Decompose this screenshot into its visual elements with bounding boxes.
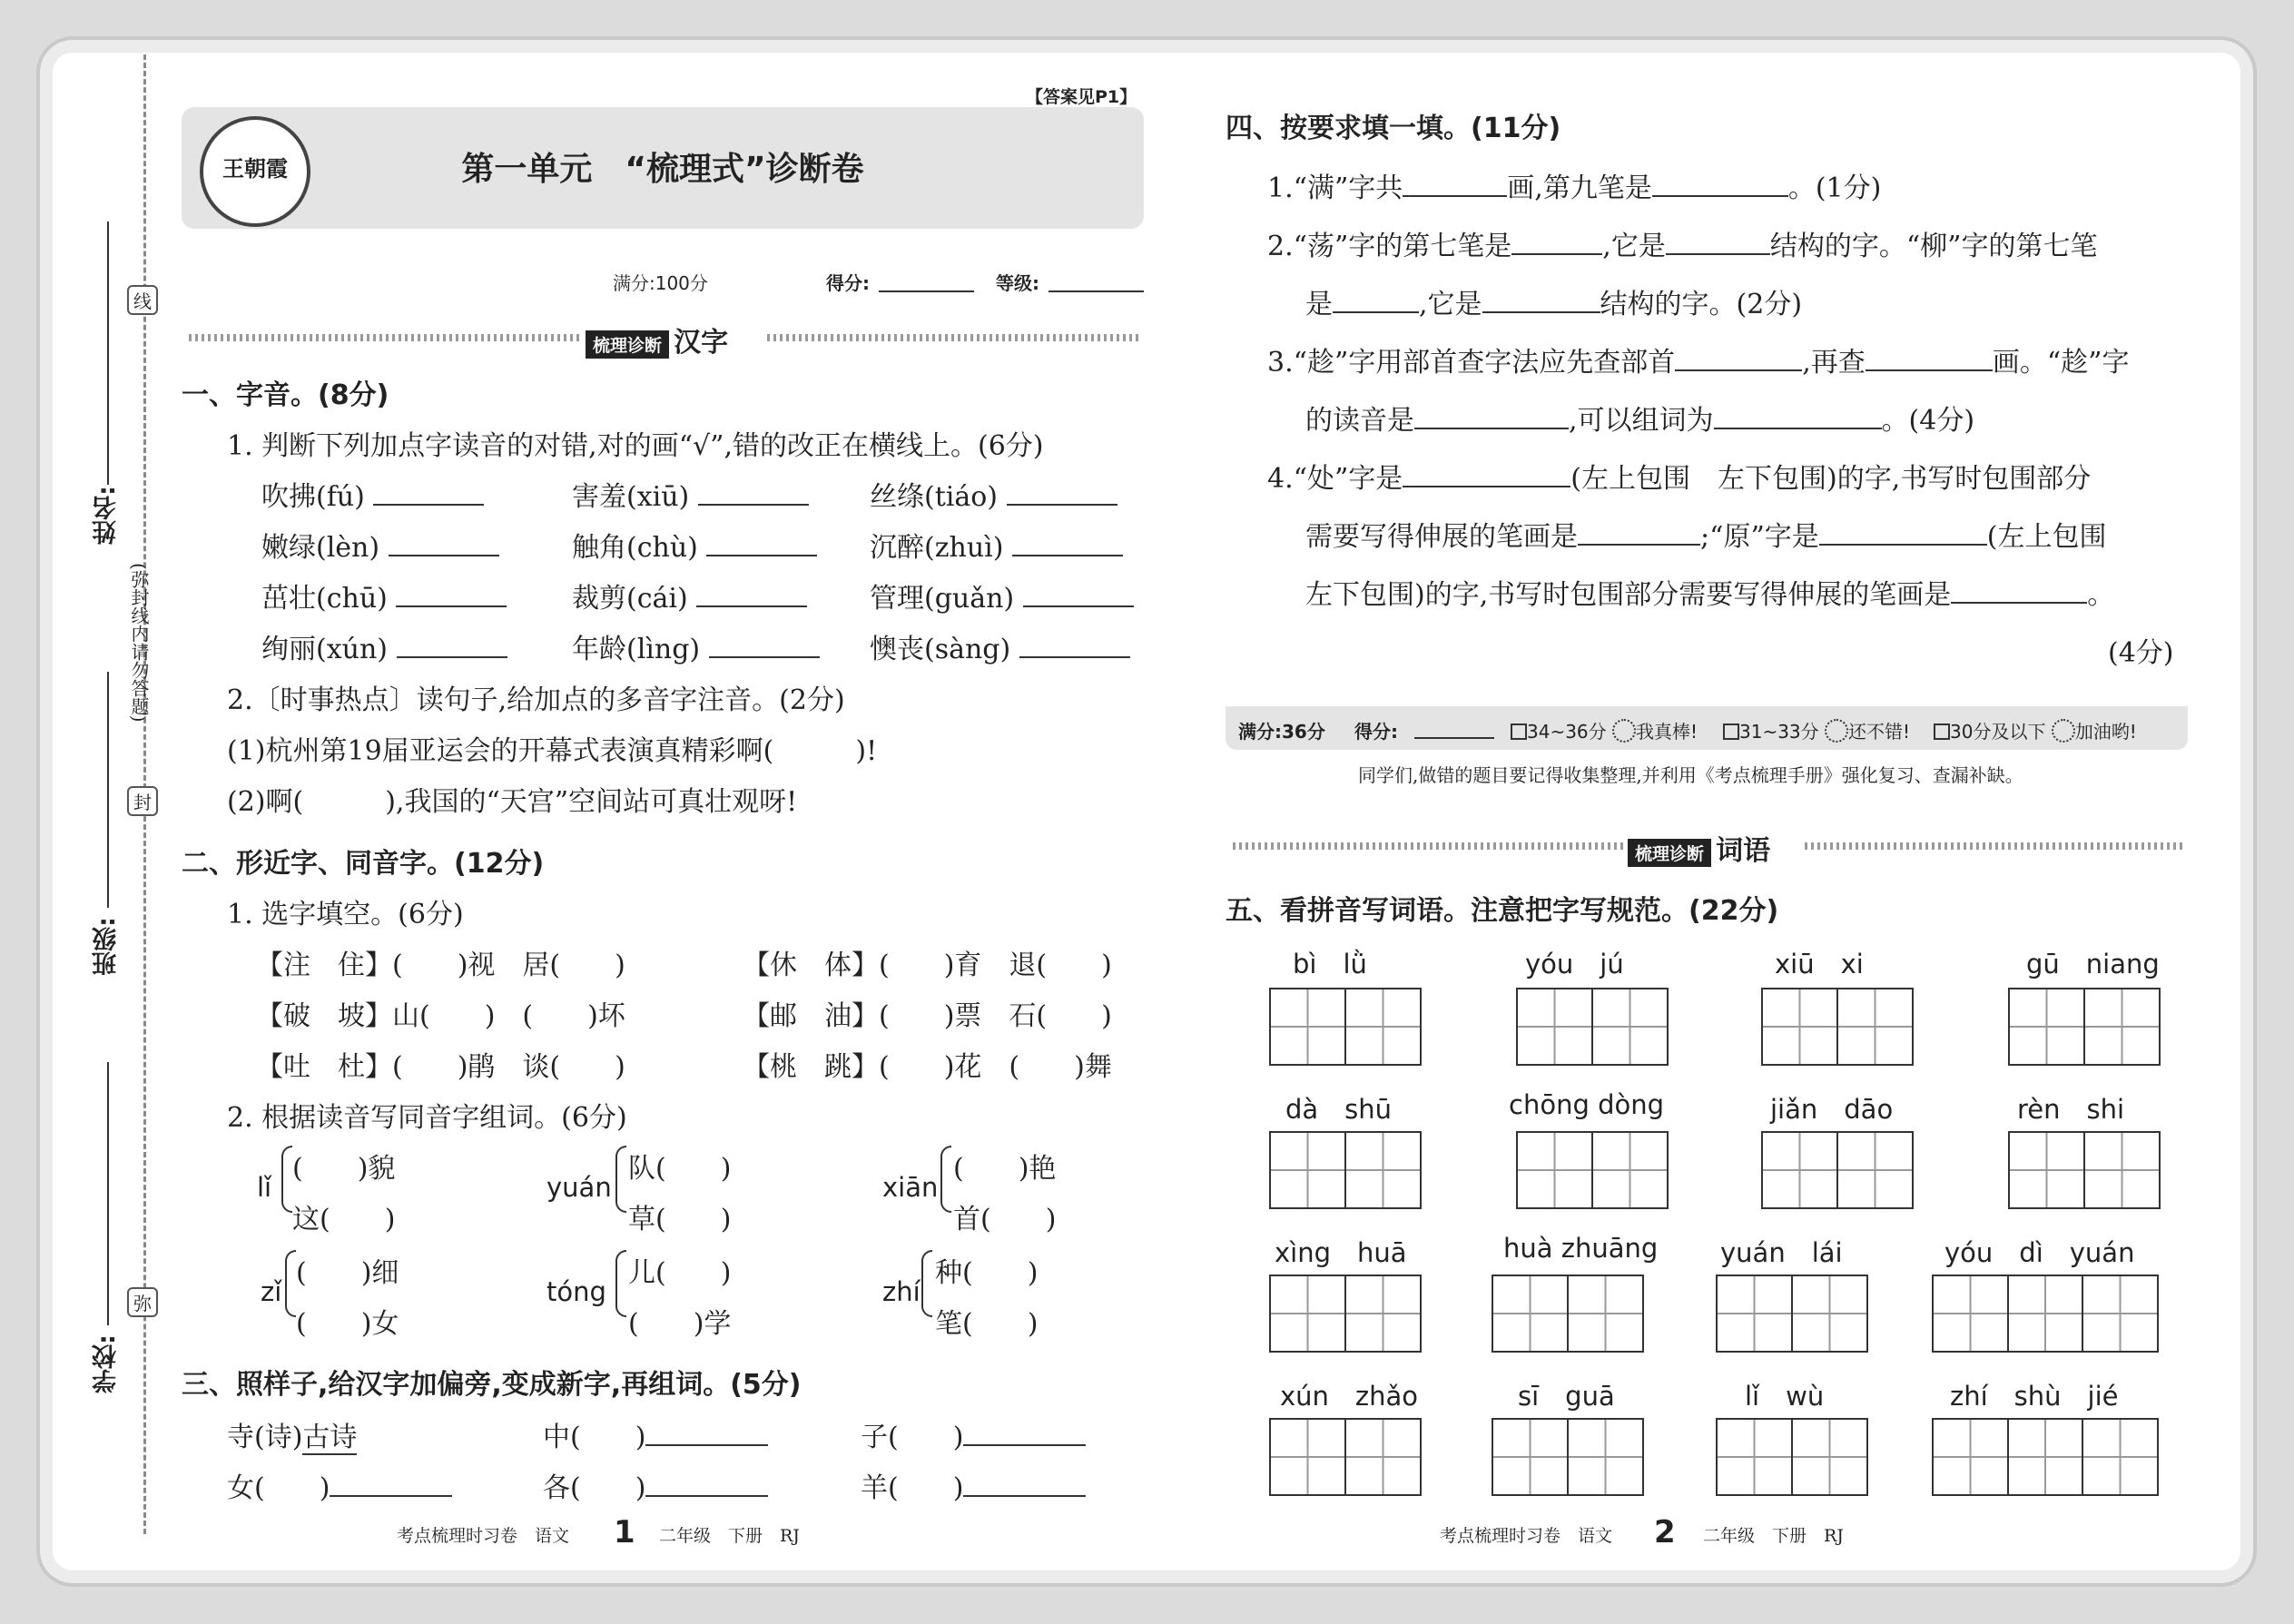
section-divider xyxy=(1805,842,2186,850)
q3-item: 中( ) xyxy=(543,1414,768,1454)
grade-label: 等级: xyxy=(996,272,1039,294)
section-title: 汉字 xyxy=(674,327,729,359)
school-line[interactable] xyxy=(107,1062,109,1325)
writing-grid[interactable] xyxy=(1492,1275,1644,1353)
pinyin-label: yuán lái xyxy=(1720,1237,1843,1268)
section-tag: 梳理诊断 xyxy=(1628,839,1711,867)
homophone-pinyin: xiān xyxy=(882,1172,939,1203)
q2-row: 【桃 跳】( )花 ( )舞 xyxy=(743,1051,1112,1083)
pinyin-label: yóu jú xyxy=(1525,949,1624,979)
seal-note: (弥封线内请勿答题) xyxy=(128,563,150,723)
q4-line: 4.“处”字是 (左上包围 左下包围)的字,书写时包围部分 xyxy=(1267,463,2092,495)
pinyin-label: lǐ wù xyxy=(1745,1381,1825,1412)
q4-title: 四、按要求填一填。(11分) xyxy=(1226,113,1561,144)
pinyin-label: xiū xi xyxy=(1775,949,1864,979)
homophone-a: 队( ) xyxy=(628,1153,732,1185)
writing-grid[interactable] xyxy=(1516,988,1669,1066)
score-label: 得分: xyxy=(826,272,870,294)
brace xyxy=(615,1250,626,1317)
pinyin-label: xún zhǎo xyxy=(1280,1381,1419,1412)
q2-row: 【休 体】( )育 退( ) xyxy=(743,950,1112,981)
homophone-pinyin: yuán xyxy=(546,1172,612,1203)
q3-item: 女( ) xyxy=(227,1465,452,1505)
homophone-b: ( )女 xyxy=(296,1308,399,1340)
homophone-a: 儿( ) xyxy=(628,1257,732,1289)
q2-row: 【破 坡】山( ) ( )坏 xyxy=(256,1000,625,1032)
writing-grid[interactable] xyxy=(1932,1275,2159,1353)
q1-item: 嫩绿(lèn) xyxy=(261,525,499,565)
footer-book: 考点梳理时习卷 语文 xyxy=(397,1526,570,1546)
homophone-a: ( )貌 xyxy=(292,1153,396,1185)
tip-text: 同学们,做错的题目要记得收集整理,并利用《考点梳理手册》强化复习、查漏补缺。 xyxy=(1358,764,2023,786)
brace xyxy=(940,1146,951,1213)
q2-sub1: 1. 选字填空。(6分) xyxy=(227,899,464,930)
q2-sub2: 2. 根据读音写同音字组词。(6分) xyxy=(227,1102,627,1134)
pinyin-label: rèn shi xyxy=(2017,1094,2125,1125)
writing-grid[interactable] xyxy=(1269,1275,1422,1353)
q3-title: 三、照样子,给汉字加偏旁,变成新字,再组词。(5分) xyxy=(182,1369,802,1401)
q1-item: 懊丧(sàng) xyxy=(870,626,1130,666)
publisher-logo: 王朝霞 xyxy=(200,116,310,227)
q3-item: 子( ) xyxy=(861,1414,1086,1454)
q4-line: 3.“趁”字用部首查字法应先查部首 ,再查 画。“趁”字 xyxy=(1267,347,2130,379)
section-title: 词语 xyxy=(1716,835,1771,867)
name-label: 姓名: xyxy=(93,486,121,545)
class-line[interactable] xyxy=(107,672,109,908)
q1-item: 吹拂(fú) xyxy=(261,474,484,514)
q1-item: 年龄(lìng) xyxy=(572,626,820,666)
section-header-hanzi xyxy=(586,320,728,359)
homophone-b: 笔( ) xyxy=(935,1308,1039,1340)
q1-item: 茁壮(chū) xyxy=(261,576,507,615)
footer-grade: 二年级 下册 RJ xyxy=(1703,1526,1844,1546)
pinyin-label: dà shū xyxy=(1285,1094,1393,1125)
q1-item: 触角(chù) xyxy=(572,525,817,565)
pinyin-label: huà zhuāng xyxy=(1503,1233,1659,1264)
seal-xian: 线 xyxy=(127,285,158,315)
homophone-pinyin: zǐ xyxy=(261,1276,282,1307)
homophone-b: 首( ) xyxy=(953,1204,1057,1235)
q2-row: 【吐 杜】( )鹃 谈( ) xyxy=(256,1051,625,1083)
writing-grid[interactable] xyxy=(1932,1418,2159,1496)
writing-grid[interactable] xyxy=(1269,1131,1422,1209)
q2-row: 【注 住】( )视 居( ) xyxy=(256,950,625,981)
q4-line: 左下包围)的字,书写时包围部分需要写得伸展的笔画是 。 xyxy=(1305,579,2115,611)
homophone-a: 种( ) xyxy=(935,1257,1039,1289)
q1-item: 害羞(xiū) xyxy=(572,474,809,514)
homophone-b: ( )学 xyxy=(628,1308,732,1340)
school-label: 学校: xyxy=(93,1334,121,1393)
writing-grid[interactable] xyxy=(1269,1418,1422,1496)
class-label: 班级: xyxy=(93,917,121,976)
pinyin-label: xìng huā xyxy=(1275,1237,1407,1268)
score-blank[interactable] xyxy=(879,269,974,292)
q1-sentence-2: (2)啊( ),我国的“天宫”空间站可真壮观呀! xyxy=(227,786,798,818)
section-divider xyxy=(1233,842,1623,850)
q5-title: 五、看拼音写词语。注意把字写规范。(22分) xyxy=(1226,895,1779,927)
pinyin-label: chōng dòng xyxy=(1509,1089,1665,1120)
writing-grid[interactable] xyxy=(1269,988,1422,1066)
brace xyxy=(285,1250,296,1317)
section-divider xyxy=(767,334,1139,341)
brace xyxy=(281,1146,292,1213)
pinyin-label: sī guā xyxy=(1518,1381,1615,1412)
homophone-pinyin: tóng xyxy=(546,1276,606,1307)
homophone-b: 这( ) xyxy=(292,1204,396,1235)
q1-sub2: 2.〔时事热点〕读句子,给加点的多音字注音。(2分) xyxy=(227,684,845,716)
q4-points: (4分) xyxy=(2108,637,2174,669)
pinyin-label: jiǎn dāo xyxy=(1770,1094,1894,1125)
q1-sentence-1: (1)杭州第19届亚运会的开幕式表演真精彩啊( )! xyxy=(227,735,878,767)
page-number: 1 xyxy=(614,1514,635,1550)
footer-grade: 二年级 下册 RJ xyxy=(659,1526,800,1546)
q3-item: 各( ) xyxy=(543,1465,768,1505)
writing-grid[interactable] xyxy=(2008,1131,2161,1209)
homophone-pinyin: zhí xyxy=(882,1276,921,1307)
footer-book: 考点梳理时习卷 语文 xyxy=(1440,1526,1613,1546)
homophone-a: ( )细 xyxy=(296,1257,399,1289)
homophone-a: ( )艳 xyxy=(953,1153,1057,1185)
section-tag: 梳理诊断 xyxy=(586,330,669,359)
writing-grid[interactable] xyxy=(1716,1418,1868,1496)
q2-title: 二、形近字、同音字。(12分) xyxy=(182,848,545,880)
q2-row: 【邮 油】( )票 石( ) xyxy=(743,1000,1112,1032)
q4-line: 1.“满”字共 画,第九笔是 。(1分) xyxy=(1267,172,1882,204)
q1-item: 绚丽(xún) xyxy=(261,626,507,666)
pinyin-label: yóu dì yuán xyxy=(1944,1237,2135,1268)
q4-line: 2.“荡”字的第七笔是 ,它是 结构的字。“柳”字的第七笔 xyxy=(1267,231,2098,262)
full-score: 满分:100分 xyxy=(613,272,708,294)
brace xyxy=(615,1146,626,1213)
writing-grid[interactable] xyxy=(1716,1275,1868,1353)
q1-item: 沉醉(zhuì) xyxy=(870,525,1123,565)
section-header-ciyu xyxy=(1628,828,1770,868)
seal-mi: 弥 xyxy=(127,1287,158,1317)
grade-blank[interactable] xyxy=(1049,269,1144,292)
seal-feng: 封 xyxy=(127,786,158,816)
q3-example: 寺(诗)古诗 xyxy=(227,1422,358,1453)
q1-item: 裁剪(cái) xyxy=(572,576,807,615)
writing-grid[interactable] xyxy=(1761,988,1914,1066)
q1-item: 丝绦(tiáo) xyxy=(870,474,1117,514)
writing-grid[interactable] xyxy=(1761,1131,1914,1209)
pinyin-label: gū niang xyxy=(2026,949,2160,979)
page-title: 第一单元 “梳理式”诊断卷 xyxy=(461,151,864,188)
writing-grid[interactable] xyxy=(1516,1131,1669,1209)
answer-reference: 【答案见P1】 xyxy=(1026,87,1137,107)
homophone-pinyin: lǐ xyxy=(257,1172,272,1203)
pinyin-label: bì lǜ xyxy=(1293,949,1367,979)
q1-item: 管理(guǎn) xyxy=(870,576,1134,615)
homophone-b: 草( ) xyxy=(628,1204,732,1235)
q4-line: 的读音是 ,可以组词为 。(4分) xyxy=(1305,405,1975,437)
section-divider xyxy=(189,334,579,341)
q1-title: 一、字音。(8分) xyxy=(182,379,389,411)
name-line[interactable] xyxy=(107,221,109,485)
writing-grid[interactable] xyxy=(2008,988,2161,1066)
pinyin-label: zhí shù jié xyxy=(1950,1381,2119,1412)
q1-sub1: 1. 判断下列加点字读音的对错,对的画“√”,错的改正在横线上。(6分) xyxy=(227,430,1044,462)
writing-grid[interactable] xyxy=(1492,1418,1644,1496)
q3-item: 羊( ) xyxy=(861,1465,1086,1505)
page-number: 2 xyxy=(1654,1514,1676,1550)
q4-line: 是 ,它是 结构的字。(2分) xyxy=(1305,289,1803,320)
score-bar: 满分:36分 得分: 34~36分 我真棒! 31~33分 还不错! 30分及以下 加油哟! xyxy=(1226,706,2188,750)
brace xyxy=(921,1250,932,1317)
q4-line: 需要写得伸展的笔画是 ;“原”字是 (左上包围 xyxy=(1305,521,2107,553)
